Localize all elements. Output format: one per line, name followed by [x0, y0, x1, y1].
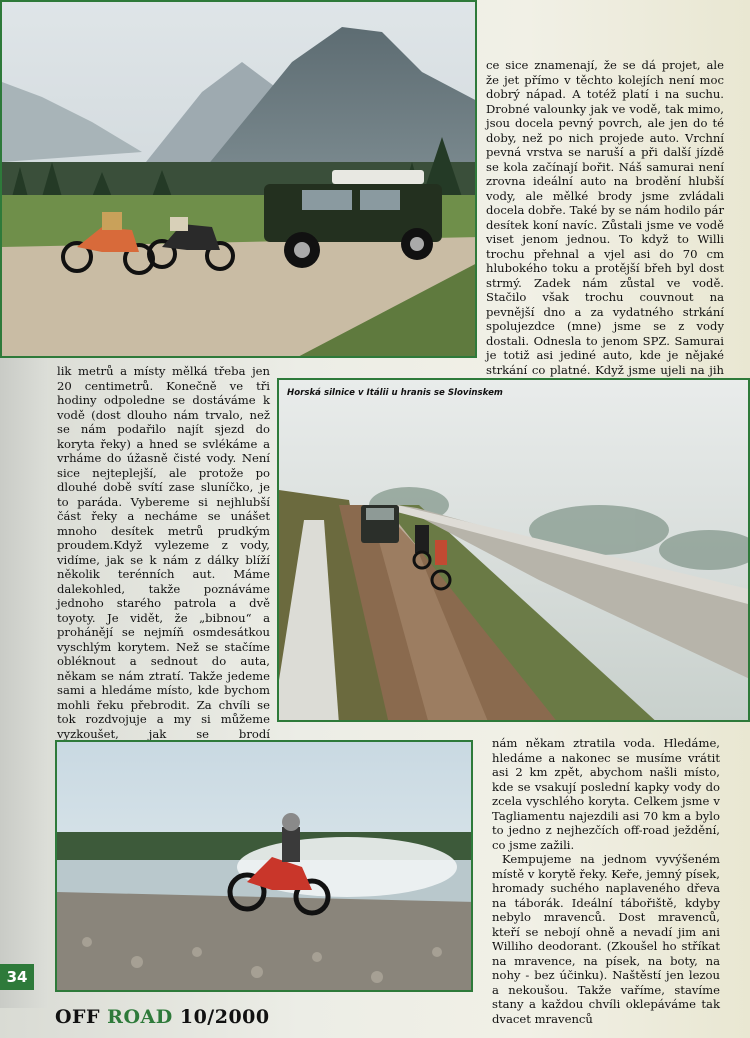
photo-caption: Horská silnice v Itálii u hranis se Slovinskem [287, 388, 503, 398]
article-column-left-middle [57, 364, 270, 741]
paragraph: lik metrů a místy mělká třeba jen 20 centimetrů. Konečně ve tři hodiny odpoledne se dostáváme k vodě (dost dlouho nám trvalo, než se nám podařilo najít sjezd do koryta řeky) a hned se svlékáme a vrháme do úžasně čisté vody. Není sice nejteplejší, ale protože po dlouhé době svítí zase sluníčko, je to paráda. Vybereme si nejhlubší část řeky a necháme se unášet mnoho desítek metrů prudkým proudem.Když vylezeme z vody, vidíme, jak se k nám z dálky blíží několik terénních aut. Máme dalekohled, takže poznáváme jednoho starého patrola a dvě toyoty. Je vidět, že „bibnou“ a prohánějí se nejmíň osmdesátkou vyschlým korytem. Než se stačíme obléknout a sednout do auta, někam se nám ztratí. Takže jedeme sami a hledáme místo, kde bychom mohli řeku přebrodit. Za chvíli se tok rozdvojuje a my si můžeme vyzkoušet, jak se brodí [57, 364, 270, 741]
paragraph: Kempujeme na jednom vyvýšeném místě v korytě řeky. Keře, jemný písek, hromady suchého naplaveného dřeva na táborák. Ideální tábořiště, kdyby nebylo mravenců. Dost mravenců, kteří se nebojí ohně a nevadí jim ani Williho deodorant. (Zkoušel ho stříkat na mravence, na písek, na boty, na nohy - bez účinku). Naštěstí jen lezou a nekoušou. Takže vaříme, stavíme stany a každou chvíli oklepáváme tak dvacet mravenců [492, 852, 720, 1026]
article-column-right-top [486, 58, 725, 377]
middle-photo [277, 378, 750, 722]
magazine-issue: 10/2000 [179, 1006, 270, 1028]
page-number: 34 [0, 964, 34, 990]
photo-mountain-road-vehicles [2, 2, 477, 358]
photo-motorcycle-river-splash [57, 742, 473, 992]
article-column-right-bottom [492, 736, 720, 1026]
magazine-name-off: OFF [55, 1006, 101, 1028]
paragraph: ce sice znamenají, že se dá projet, ale že jet přímo v těchto kolejích není moc dobrý nápad. A totéž platí i na suchu. Drobné valounky jak ve vodě, tak mimo, jsou docela pevný povrch, ale jen do té doby, než po nich projede auto. Vrchní pevná vrstva se naruší a při další jízdě se kola začínají bořit. Náš samurai není zrovna ideální auto na brodění hlubší vody, ale mělké brody jsme zvládali docela dobře. Také by se nám hodilo pár desítek koní navíc. Zůstali jsme ve vodě viset jenom jednou. To když to Willi trochu přehnal a vjel asi do 70 cm hlubokého toku a protější břeh byl dost strmý. Zadek nám zůstal ve vodě. Stačilo však trochu couvnout na pevnější dno a za vydatného strkání spolujezdce (mne) jsme se z vody dostali. Odnesla to jenom SPZ. Samurai je totiž asi jediné auto, kde je nějaké strkání co platné. Když jsme ujeli na jih [486, 58, 725, 377]
top-photo [0, 0, 477, 358]
margin-band [0, 358, 48, 1008]
paragraph: nám někam ztratila voda. Hledáme, hledáme a nakonec se musíme vrátit asi 2 km zpět, abychom našli místo, kde se vsakují poslední kapky vody do zcela vyschlého koryta. Celkem jsme v Tagliamentu najezdili asi 70 km a bylo to jedno z nejhezčích off-road ježdění, co jsme zažili. [492, 736, 720, 852]
magazine-name-road: ROAD [107, 1006, 173, 1028]
magazine-footer [55, 1006, 270, 1028]
photo-foggy-road-wall [279, 380, 750, 722]
bottom-photo [55, 740, 473, 992]
